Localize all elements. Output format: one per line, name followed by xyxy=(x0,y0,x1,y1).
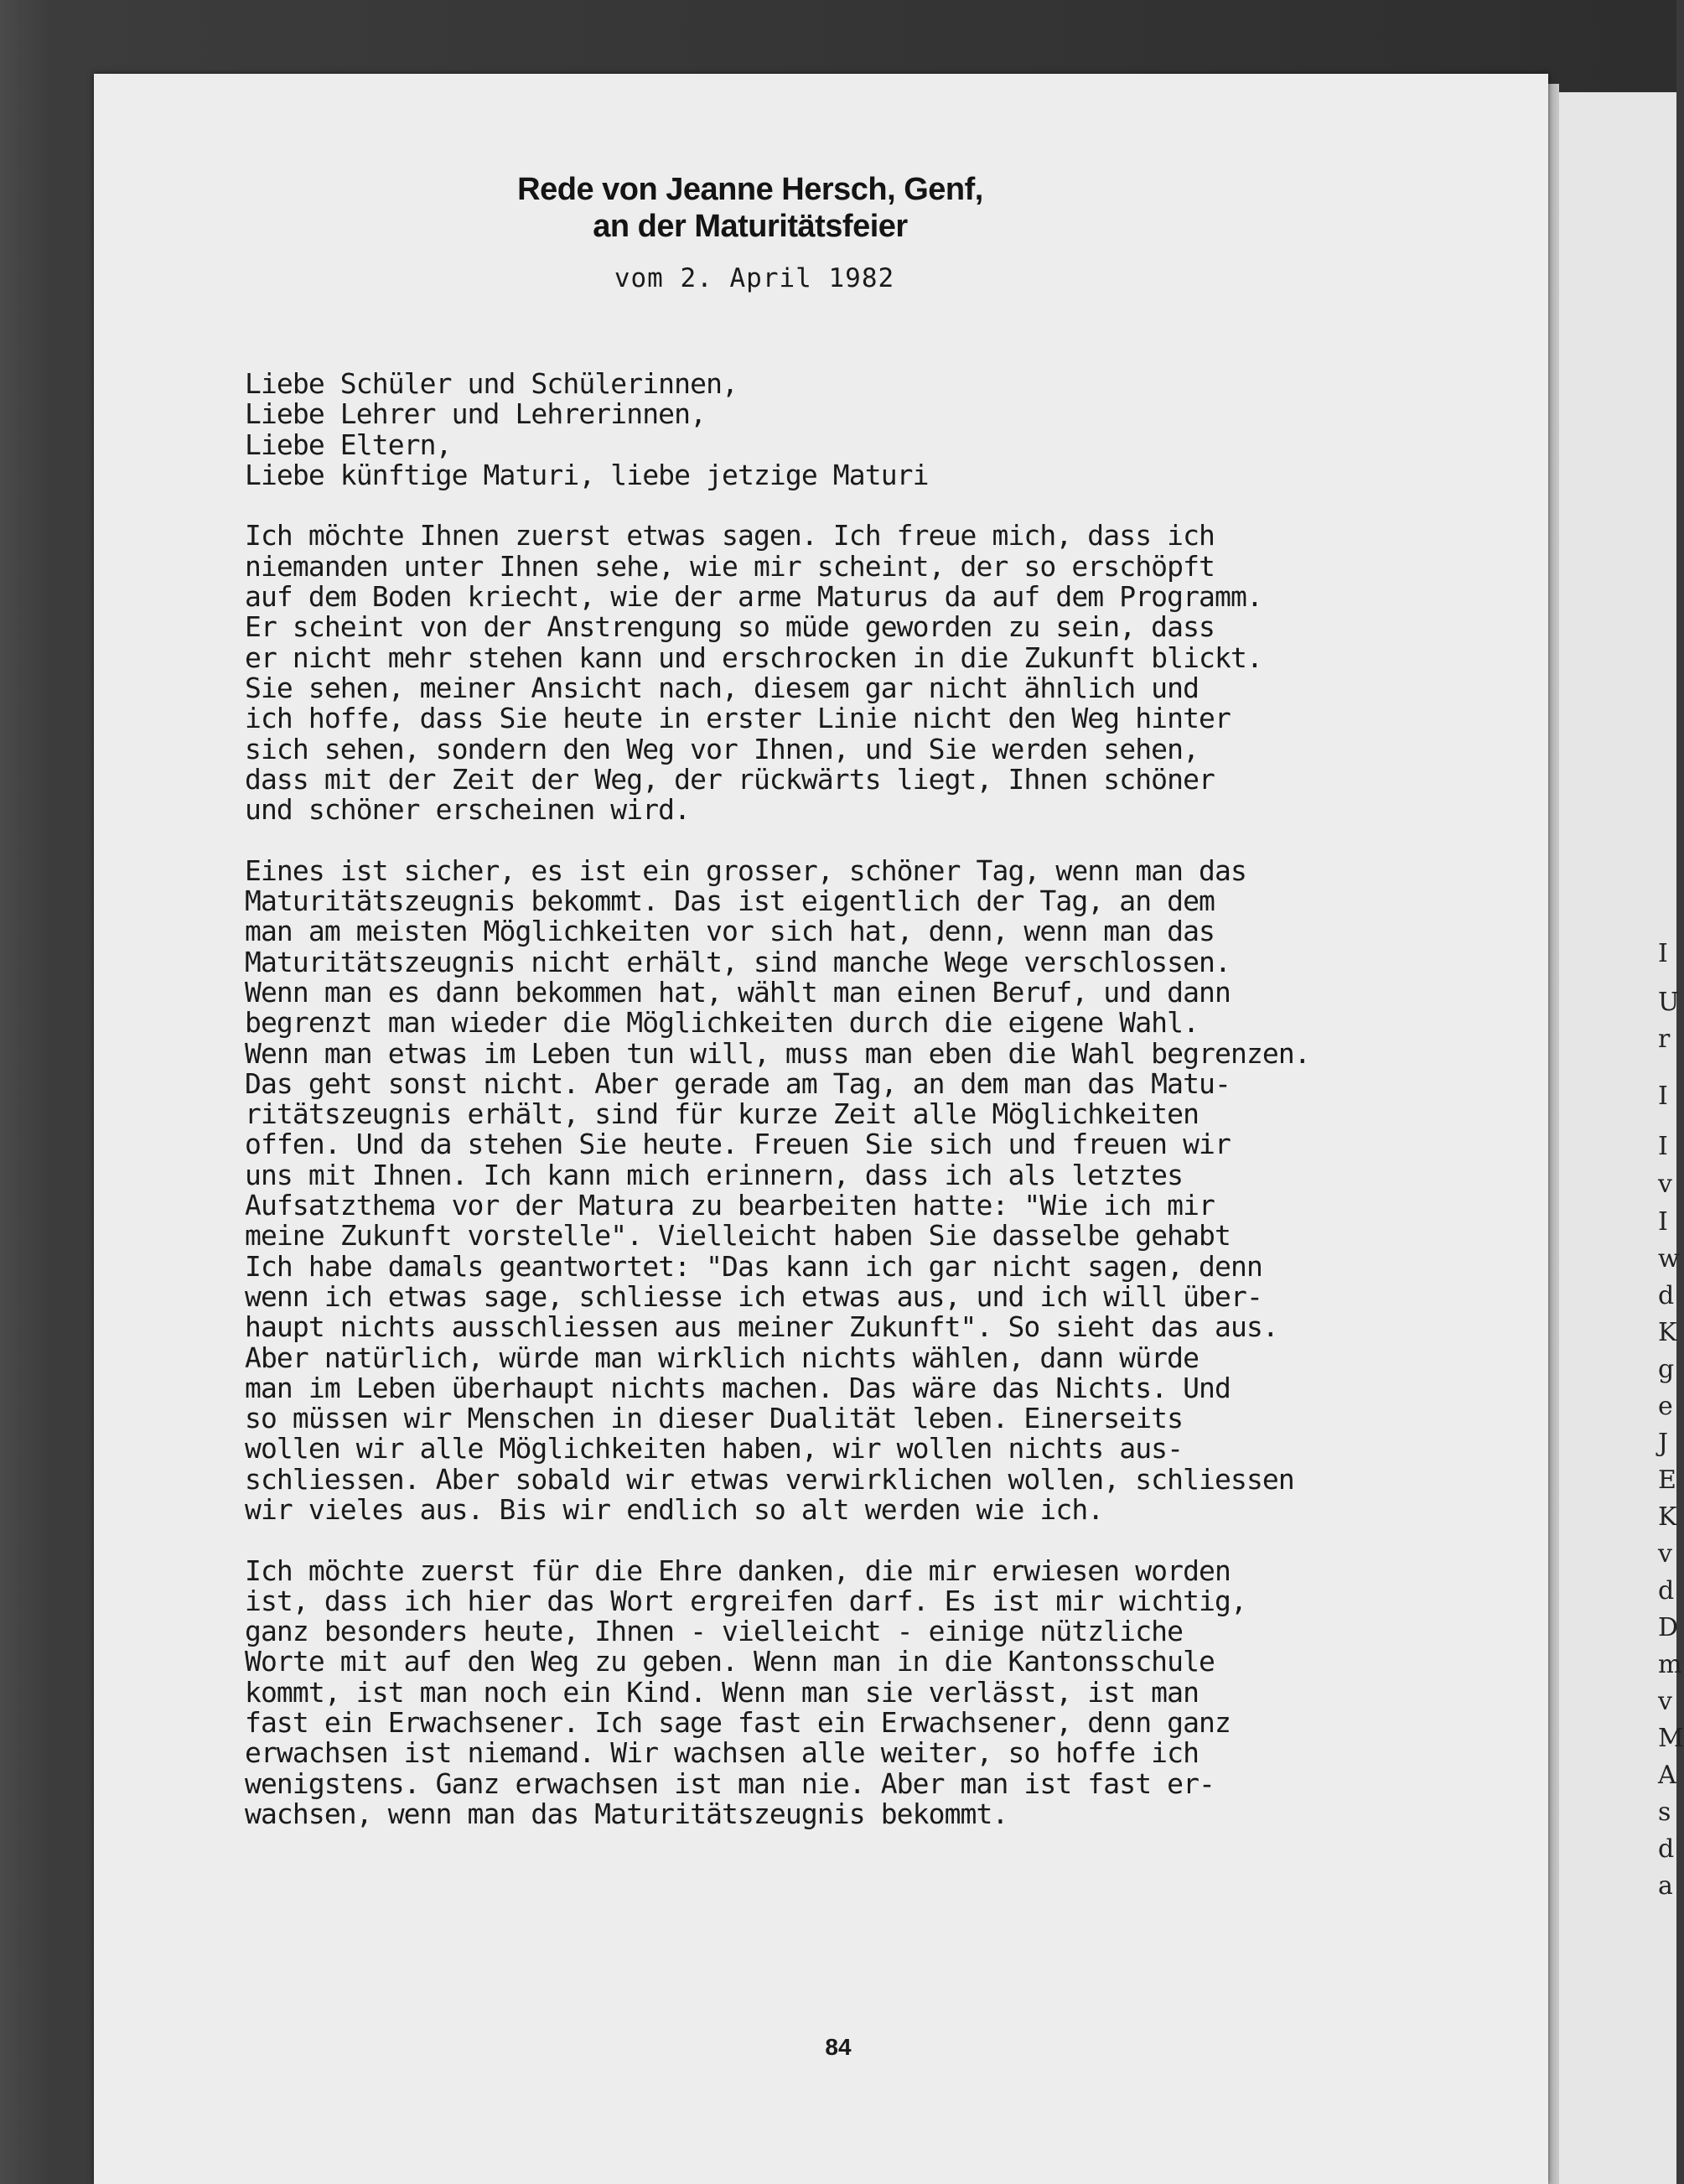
paragraph-line: Das geht sonst nicht. Aber gerade am Tag, an dem man das Matu- xyxy=(245,1066,1231,1100)
paragraph-line: Maturitätszeugnis nicht erhält, sind manche Wege verschlossen. xyxy=(245,945,1231,978)
paragraph-line: niemanden unter Ihnen sehe, wie mir scheint, der so erschöpft xyxy=(245,549,1215,583)
paragraph-line: Er scheint von der Anstrengung so müde geworden zu sein, dass xyxy=(245,610,1215,644)
facing-page-letter: J xyxy=(1658,1429,1669,1458)
facing-page-letter: E xyxy=(1658,1466,1676,1495)
paragraph-line: ich hoffe, dass Sie heute in erster Linie nicht den Weg hinter xyxy=(245,702,1231,735)
paragraph-line: wir vieles aus. Bis wir endlich so alt werden wie ich. xyxy=(245,1492,1104,1526)
salutation-line: Liebe Eltern, xyxy=(245,428,452,461)
paragraph-line: wenigstens. Ganz erwachsen ist man nie. Aber man ist fast er- xyxy=(245,1766,1215,1800)
salutation-line: Liebe Schüler und Schülerinnen, xyxy=(245,367,738,400)
facing-page-letter: m xyxy=(1658,1650,1682,1679)
paragraph-line: wachsen, wenn man das Maturitätszeugnis bekommt. xyxy=(245,1797,1008,1830)
paragraph-line: schliessen. Aber sobald wir etwas verwirklichen wollen, schliessen xyxy=(245,1462,1294,1496)
facing-page-letter: U xyxy=(1658,988,1680,1017)
facing-page-letter: d xyxy=(1658,1576,1675,1606)
facing-page-letter: D xyxy=(1658,1613,1679,1642)
paragraph-line: uns mit Ihnen. Ich kann mich erinnern, dass ich als letztes xyxy=(245,1158,1184,1191)
paragraph-line: Aber natürlich, würde man wirklich nichts wählen, dann würde xyxy=(245,1341,1200,1374)
paragraph-line: dass mit der Zeit der Weg, der rückwärts liegt, Ihnen schöner xyxy=(245,762,1215,796)
page-title-line-2: an der Maturitätsfeier xyxy=(593,209,908,244)
paragraph-line: Eines ist sicher, es ist ein grosser, schöner Tag, wenn man das xyxy=(245,853,1246,887)
facing-page-letter: g xyxy=(1658,1355,1675,1384)
paragraph-line: meine Zukunft vorstelle". Vielleicht haben Sie dasselbe gehabt xyxy=(245,1219,1231,1253)
paragraph-line: wenn ich etwas sage, schliesse ich etwas aus, und ich will über- xyxy=(245,1279,1262,1313)
salutation-line: Liebe Lehrer und Lehrerinnen, xyxy=(245,397,707,431)
paragraph-line: ritätszeugnis erhält, sind für kurze Zeit alle Möglichkeiten xyxy=(245,1097,1200,1131)
paragraph-line: begrenzt man wieder die Möglichkeiten durch die eigene Wahl. xyxy=(245,1006,1200,1040)
facing-page-letter: a xyxy=(1658,1871,1673,1901)
paragraph-line: Aufsatzthema vor der Matura zu bearbeiten hatte: "Wie ich mir xyxy=(245,1189,1215,1222)
paragraph-line: haupt nichts ausschliessen aus meiner Zukunft". So sieht das aus. xyxy=(245,1310,1278,1344)
facing-page-letter: w xyxy=(1658,1244,1680,1274)
facing-page-letter: K xyxy=(1658,1502,1677,1532)
paragraph-line: Maturitätszeugnis bekommt. Das ist eigentlich der Tag, an dem xyxy=(245,884,1215,918)
paragraph-line: Wenn man etwas im Leben tun will, muss man eben die Wahl begrenzen. xyxy=(245,1036,1310,1070)
facing-page-letter: I xyxy=(1658,1207,1668,1237)
paragraph-line: man am meisten Möglichkeiten vor sich hat, denn, wenn man das xyxy=(245,915,1215,948)
paragraph-line: ist, dass ich hier das Wort ergreifen darf. Es ist mir wichtig, xyxy=(245,1584,1246,1617)
facing-page-letter: I xyxy=(1658,939,1668,968)
paragraph-line: er nicht mehr stehen kann und erschrocken in die Zukunft blickt. xyxy=(245,641,1262,674)
paragraph-line: Ich möchte zuerst für die Ehre danken, die mir erwiesen worden xyxy=(245,1554,1231,1587)
paragraph-line: Sie sehen, meiner Ansicht nach, diesem gar nicht ähnlich und xyxy=(245,671,1200,704)
paragraph-line: kommt, ist man noch ein Kind. Wenn man sie verlässt, ist man xyxy=(245,1675,1200,1709)
facing-page-letter: I xyxy=(1658,1082,1668,1111)
paragraph-line: Wenn man es dann bekommen hat, wählt man einen Beruf, und dann xyxy=(245,975,1231,1009)
facing-page xyxy=(1557,92,1684,2184)
facing-page-letter: M xyxy=(1658,1724,1684,1753)
paragraph-line: erwachsen ist niemand. Wir wachsen alle weiter, so hoffe ich xyxy=(245,1736,1200,1770)
paragraph-line: Ich möchte Ihnen zuerst etwas sagen. Ich freue mich, dass ich xyxy=(245,519,1215,552)
paragraph-line: ganz besonders heute, Ihnen - vielleicht - einige nützliche xyxy=(245,1615,1184,1648)
paragraph-line: und schöner erscheinen wird. xyxy=(245,793,691,827)
paragraph-line: sich sehen, sondern den Weg vor Ihnen, und Sie werden sehen, xyxy=(245,732,1200,765)
paragraph-line: so müssen wir Menschen in dieser Dualität leben. Einerseits xyxy=(245,1402,1184,1435)
facing-page-letter: r xyxy=(1658,1025,1671,1054)
paragraph-line: wollen wir alle Möglichkeiten haben, wir wollen nichts aus- xyxy=(245,1432,1184,1466)
facing-page-letter: v xyxy=(1658,1539,1672,1569)
facing-page-letter: K xyxy=(1658,1318,1677,1347)
paragraph-spacer xyxy=(245,1525,1310,1555)
facing-page-letter: A xyxy=(1658,1761,1676,1790)
speech-date: vom 2. April 1982 xyxy=(614,263,895,293)
page-number: 84 xyxy=(825,2034,852,2060)
facing-page-letter: s xyxy=(1658,1798,1671,1827)
facing-page-letter: d xyxy=(1658,1281,1675,1310)
paragraph-line: Ich habe damals geantwortet: "Das kann ich gar nicht sagen, denn xyxy=(245,1249,1262,1283)
speech-body xyxy=(245,369,1310,1829)
page-title-line-1: Rede von Jeanne Hersch, Genf, xyxy=(517,172,983,207)
facing-page-letter: e xyxy=(1658,1392,1673,1421)
facing-page-letter: d xyxy=(1658,1834,1675,1864)
facing-page-letter: v xyxy=(1658,1170,1672,1199)
facing-page-letter: I xyxy=(1658,1132,1668,1161)
paragraph-spacer xyxy=(245,490,1310,521)
paragraph-line: man im Leben überhaupt nichts machen. Das wäre das Nichts. Und xyxy=(245,1371,1231,1404)
paragraph-line: Worte mit auf den Weg zu geben. Wenn man in die Kantonsschule xyxy=(245,1645,1215,1678)
paragraph-line: auf dem Boden kriecht, wie der arme Maturus da auf dem Programm. xyxy=(245,580,1262,614)
paragraph-line: offen. Und da stehen Sie heute. Freuen Sie sich und freuen wir xyxy=(245,1128,1231,1161)
facing-page-letter: v xyxy=(1658,1687,1672,1716)
paragraph-line: fast ein Erwachsener. Ich sage fast ein Erwachsener, denn ganz xyxy=(245,1706,1231,1740)
paragraph-spacer xyxy=(245,825,1310,855)
salutation-line: Liebe künftige Maturi, liebe jetzige Maturi xyxy=(245,458,929,491)
